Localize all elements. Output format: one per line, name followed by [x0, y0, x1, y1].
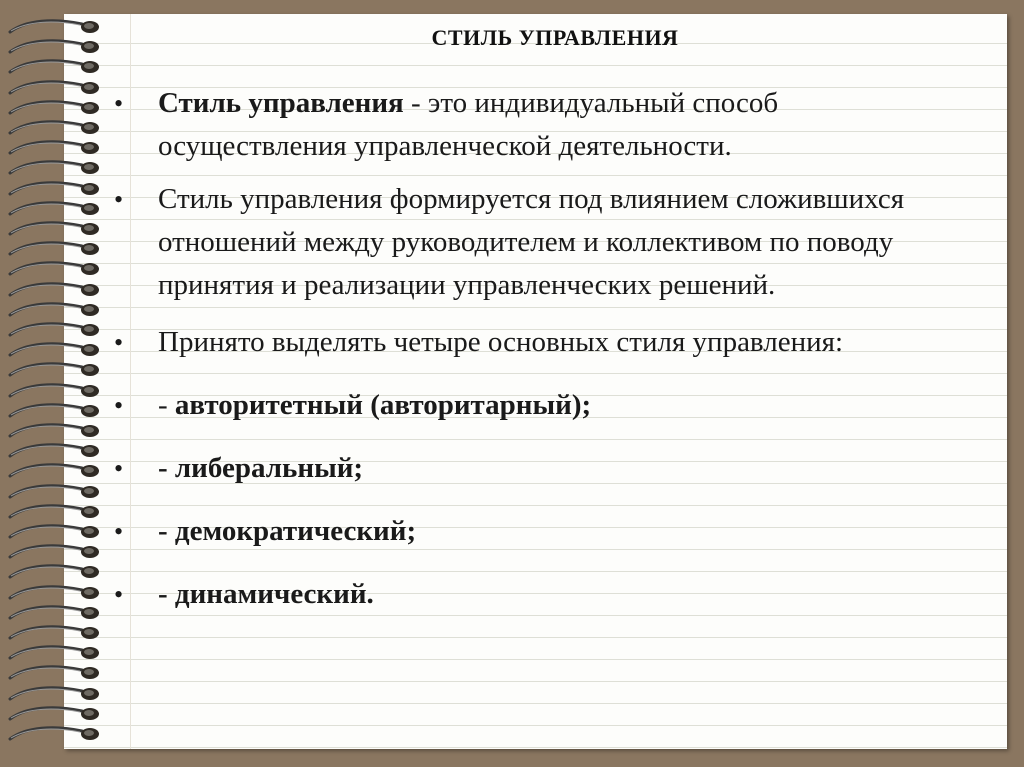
spiral-ring-icon — [6, 77, 106, 99]
spiral-ring-icon — [6, 359, 106, 381]
spiral-ring-icon — [6, 36, 106, 58]
spiral-ring-icon — [6, 258, 106, 280]
bullet-dot-icon: • — [114, 580, 124, 609]
list-item — [110, 510, 970, 553]
spiral-ring-icon — [6, 16, 106, 38]
spiral-ring-icon — [6, 56, 106, 78]
definition-text: - это индивидуальный способ осуществления управленческой деятельности. — [158, 87, 779, 162]
spiral-ring-icon — [6, 460, 106, 482]
list-item — [110, 573, 970, 616]
spiral-ring-icon — [6, 279, 106, 301]
spiral-ring-icon — [6, 440, 106, 462]
spiral-ring-icon — [6, 642, 106, 664]
spiral-ring-icon — [6, 137, 106, 159]
list-item-text: - либеральный; — [158, 452, 364, 484]
spiral-ring-icon — [6, 602, 106, 624]
bullet-dot-icon: • — [114, 89, 124, 118]
spiral-ring-icon — [6, 683, 106, 705]
spiral-ring-icon — [6, 561, 106, 583]
list-item-text: Стиль управления формируется под влиянием сложившихся отношений между руководителем и коллективом по поводу принятия и реализации управленческих решений. — [158, 183, 905, 301]
list-item-text: - демократический; — [158, 515, 417, 547]
spiral-binding-icon — [0, 0, 64, 767]
spiral-ring-icon — [6, 400, 106, 422]
spiral-ring-icon — [6, 723, 106, 745]
spiral-ring-icon — [6, 117, 106, 139]
spiral-ring-icon — [6, 420, 106, 442]
list-item-text: авторитетный (авторитарный); — [174, 389, 592, 421]
spiral-ring-icon — [6, 299, 106, 321]
list-item — [110, 384, 970, 427]
spiral-ring-icon — [6, 582, 106, 604]
spiral-ring-icon — [6, 541, 106, 563]
spiral-ring-icon — [6, 481, 106, 503]
spiral-ring-icon — [6, 319, 106, 341]
spiral-ring-icon — [6, 339, 106, 361]
bullet-dot-icon: • — [114, 454, 124, 483]
spiral-ring-icon — [6, 157, 106, 179]
spiral-ring-icon — [6, 238, 106, 260]
spiral-ring-icon — [6, 178, 106, 200]
bullet-dot-icon: • — [114, 391, 124, 420]
bullet-list — [110, 82, 970, 616]
spiral-ring-icon — [6, 380, 106, 402]
term-bold: Стиль управления — [158, 87, 404, 119]
spiral-ring-icon — [6, 218, 106, 240]
list-item — [110, 178, 970, 307]
list-item-text: Принято выделять четыре основных стиля управления: — [158, 326, 844, 358]
list-item — [110, 447, 970, 490]
list-item-prefix: - — [158, 389, 175, 421]
spiral-ring-icon — [6, 703, 106, 725]
slide-title: СТИЛЬ УПРАВЛЕНИЯ — [431, 25, 679, 50]
list-item — [110, 82, 970, 168]
spiral-ring-icon — [6, 622, 106, 644]
spiral-ring-icon — [6, 521, 106, 543]
spiral-ring-icon — [6, 198, 106, 220]
bullet-dot-icon: • — [114, 328, 124, 357]
bullet-dot-icon: • — [114, 517, 124, 546]
list-item-text: - динамический. — [158, 578, 374, 610]
bullet-dot-icon: • — [114, 185, 124, 214]
spiral-ring-icon — [6, 662, 106, 684]
spiral-ring-icon — [6, 501, 106, 523]
spiral-ring-icon — [6, 97, 106, 119]
list-item — [110, 321, 970, 364]
